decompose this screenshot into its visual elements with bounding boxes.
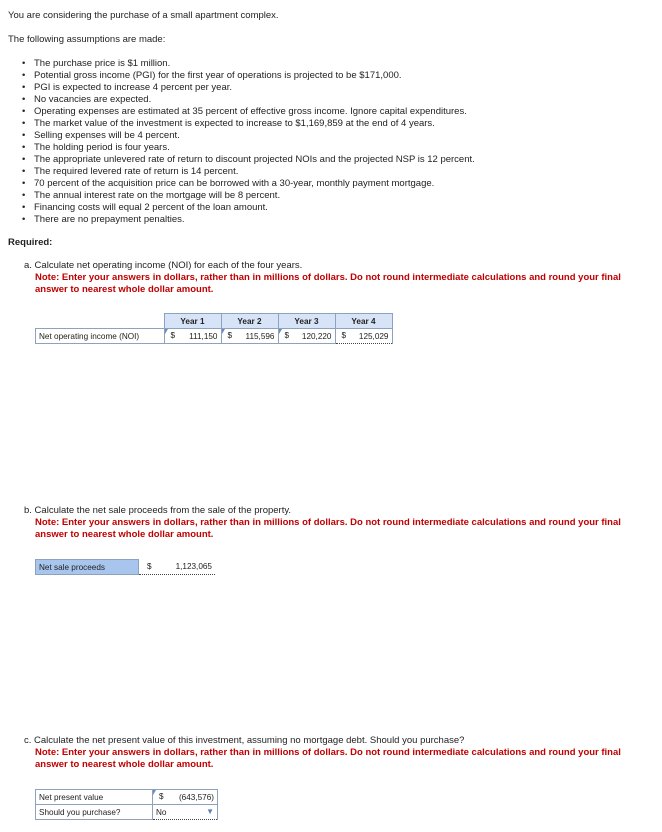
assumption-item: • Operating expenses are estimated at 35 percent of effective gross income. Ignore capital expenditures.: [34, 106, 475, 118]
noi-year-2-input[interactable]: [221, 329, 278, 344]
assumption-item: • Financing costs will equal 2 percent of the loan amount.: [34, 202, 475, 214]
header-year-1: Year 1: [164, 314, 221, 329]
nsp-row-label: Net sale proceeds: [36, 560, 139, 575]
noi-year-3-input[interactable]: [278, 329, 335, 344]
noi-year-1-input[interactable]: [164, 329, 221, 344]
assumption-item: • Selling expenses will be 4 percent.: [34, 130, 475, 142]
nsp-value: 1,123,065: [175, 562, 212, 572]
assumption-item: • No vacancies are expected.: [34, 94, 475, 106]
currency-symbol: $: [170, 331, 176, 340]
dropdown-arrow-icon[interactable]: ▼: [206, 807, 214, 816]
flag-marker: [222, 329, 225, 334]
currency-symbol: $: [284, 331, 290, 340]
flag-marker: [153, 790, 156, 795]
table-corner: [36, 314, 165, 329]
assumption-item: • Potential gross income (PGI) for the first year of operations is projected to be $171,000.: [34, 70, 475, 82]
note-a: Note: Enter your answers in dollars, rather than in millions of dollars. Do not round intermediate calculations and round your final answer to nearest whole dollar amount.: [35, 272, 621, 295]
npv-row-label: Net present value: [36, 790, 153, 805]
npv-input[interactable]: [153, 790, 218, 805]
question-a: a. Calculate net operating income (NOI) for each of the four years.: [24, 260, 303, 271]
noi-year-1-value: 111,150: [189, 331, 218, 341]
assumption-item: • The appropriate unlevered rate of return to discount projected NOIs and the projected NSP is 12 percent.: [34, 154, 475, 166]
noi-year-4-value: 125,029: [358, 331, 389, 341]
assumption-item: • The annual interest rate on the mortgage will be 8 percent.: [34, 190, 475, 202]
purchase-value: No: [156, 807, 167, 817]
note-b: Note: Enter your answers in dollars, rather than in millions of dollars. Do not round intermediate calculations and round your final answer to nearest whole dollar amount.: [35, 517, 621, 540]
assumption-item: • The purchase price is $1 million.: [34, 58, 475, 70]
flag-marker: [165, 329, 168, 334]
assumption-item: • There are no prepayment penalties.: [34, 214, 475, 226]
assumption-item: • The market value of the investment is expected to increase to $1,169,859 at the end of 4 years.: [34, 118, 475, 130]
note-c: Note: Enter your answers in dollars, rather than in millions of dollars. Do not round intermediate calculations and round your final answer to nearest whole dollar amount.: [35, 747, 621, 770]
header-year-3: Year 3: [278, 314, 335, 329]
purchase-row-label: Should you purchase?: [36, 805, 153, 820]
question-c: c. Calculate the net present value of this investment, assuming no mortgage debt. Should you purchase?: [24, 735, 465, 746]
noi-year-4-input[interactable]: [335, 329, 392, 344]
assumption-item: • 70 percent of the acquisition price can be borrowed with a 30-year, monthly payment mortgage.: [34, 178, 475, 190]
required-heading: Required:: [8, 237, 53, 248]
npv-value: (643,576): [178, 792, 214, 802]
npv-table: [35, 789, 218, 820]
intro-line-2: The following assumptions are made:: [8, 34, 166, 45]
header-year-4: Year 4: [335, 314, 392, 329]
assumption-item: • PGI is expected to increase 4 percent per year.: [34, 82, 475, 94]
currency-symbol: $: [159, 792, 164, 801]
noi-year-3-value: 120,220: [301, 331, 332, 341]
noi-year-2-value: 115,596: [245, 331, 275, 341]
intro-line-1: You are considering the purchase of a small apartment complex.: [8, 10, 279, 21]
currency-symbol: $: [227, 331, 233, 340]
noi-table: [35, 313, 393, 344]
assumption-item: • The holding period is four years.: [34, 142, 475, 154]
currency-symbol: $: [341, 331, 347, 340]
nsp-input[interactable]: [139, 560, 216, 575]
assumptions-list: [20, 58, 475, 226]
purchase-select[interactable]: [153, 805, 218, 820]
nsp-table: [35, 559, 215, 575]
header-year-2: Year 2: [221, 314, 278, 329]
assumption-item: • The required levered rate of return is 14 percent.: [34, 166, 475, 178]
currency-symbol: $: [147, 561, 152, 571]
flag-marker: [279, 329, 282, 334]
question-b: b. Calculate the net sale proceeds from the sale of the property.: [24, 505, 292, 516]
noi-row-label: Net operating income (NOI): [36, 329, 165, 344]
